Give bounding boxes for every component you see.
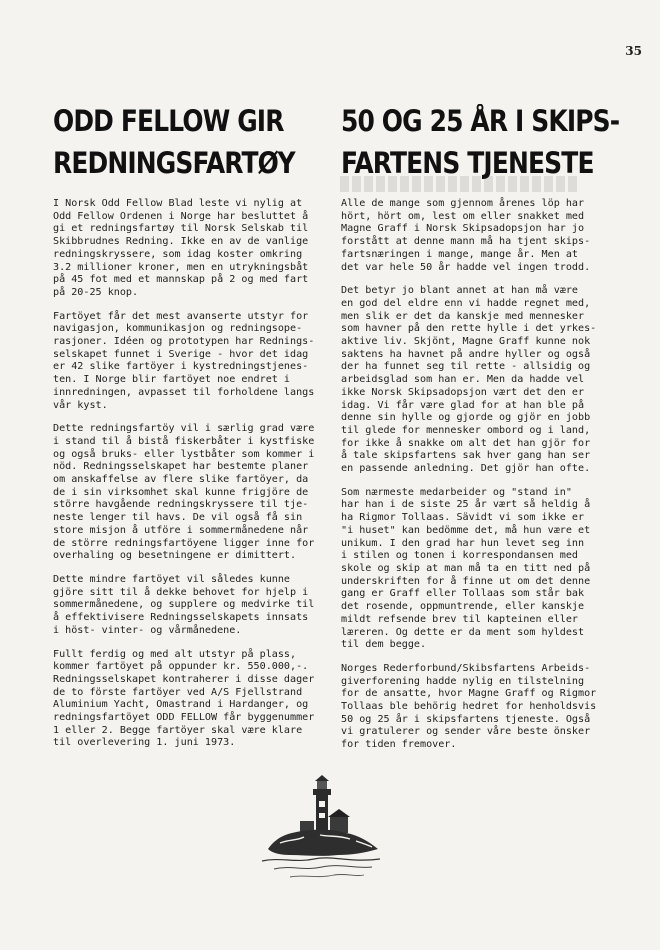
left-headline-line-2: REDNINGSFARTØY — [53, 146, 295, 180]
left-headline-line-1: ODD FELLOW GIR — [53, 104, 284, 138]
right-paragraph: Det betyr jo blant annet at han må være en god del eldre enn vi hadde regnet med, men slik er det da kanskje med mennesker som havner på den rette hylle i det yrkes- aktive liv. Skjönt, Magne Graff kunne nok saktens ha havnet på andre hyller og også der ha funnet seg til rette - allsidig og arbeidsglad som han er. Men da hadde vel ikke Norsk Skipsadopsjon vært det den er idag. Vi får være glad for at han ble på denne sin hylle og gjorde og gjör en jobb til glede for mennesker ombord og i land, for ikke å snakke om alt det han gjör for å tale skipsfartens sak hver gang han ser en passende anledning. Det gjör han ofte. — [341, 285, 597, 475]
left-article — [53, 100, 335, 761]
right-headline-line-2: FARTENS TJENESTE — [341, 146, 594, 180]
left-paragraph: Dette mindre fartöyet vil således kunne gjöre sitt til å dekke behovet for hjelp i sommermånedene, og supplere og medvirke til å effektivisere Redningsselskapets innsats i höst- vinter- og vårmånedene. — [53, 573, 315, 636]
right-article — [341, 100, 623, 763]
lighthouse-island-icon — [260, 775, 385, 890]
page-number: 35 — [625, 44, 642, 58]
left-paragraph: I Norsk Odd Fellow Blad leste vi nylig at Odd Fellow Ordenen i Norge har besluttet å gi et redningsfartøy til Norsk Selskab til Skibbrudnes Redning. Ikke en av de vanlige redningskryssere, som idag koster omkring 3.2 millioner kroner, men en utrykningsbåt på 45 fot med et mannskap på 2 og med fart på 20-25 knop. — [53, 198, 309, 298]
right-paragraph: Norges Rederforbund/Skibsfartens Arbeids- giverforening hadde nylig en tilstelning for de ansatte, hvor Magne Graff og Rigmor Tollaas ble behörig hedret for henholdsvis 50 og 25 år i skipsfartens tjeneste. Også vi gratulerer og sender våre beste önsker for tiden fremover. — [341, 662, 597, 751]
left-paragraph: Fullt ferdig og med alt utstyr på plass, kommer fartöyet på oppunder kr. 550.000,-. Redningsselskapet kontraherer i disse dager de to förste fartöyer ved A/S Fjellstrand Aluminium Yacht, Omastrand i Hardanger, og redningsfartöyet ODD FELLOW får byggenummer 1 eller 2. Begge fartöyer skal være klare til overlevering 1. juni 1973. — [53, 648, 315, 749]
right-paragraph: Som nærmeste medarbeider og "stand in" har han i de siste 25 år vært så heldig å ha Rigmor Tollaas. Sävidt vi som ikke er "i huset" kan bedömme det, må hun være et unikum. I den grad har hun levet seg inn i stilen og tonen i korrespondansen med skole og skip at man må ta en titt ned på underskriften for å finne ut om det denne gang er Graff eller Tollaas som står bak det rosende, oppmuntrende, eller kanskje mildt refsende brev til kapteinen eller læreren. Og dette er da ment som hyldest til dem begge. — [341, 486, 591, 651]
right-headline-line-1: 50 OG 25 ÅR I SKIPS- — [341, 104, 620, 138]
right-paragraph: Alle de mange som gjennom årenes löp har hört, hört om, lest om eller snakket med Magne Graff i Norsk Skipsadopsjon har jo forstått at denne mann må ha tjent skips- fartsnæringen i mange, mange år. Men at det var hele 50 år hadde vel ingen trodd. — [341, 198, 591, 273]
left-paragraph: Fartöyet får det mest avanserte utstyr for navigasjon, kommunikasjon og redningsope- rasjoner. Idéen og prototypen har Rednings- selskapet funnet i Sverige - hvor det idag er 42 slike fartöyer i kystredningstjenes- ten. I Norge blir fartöyet noe endret i innredningen, avpasset til forholdene langs vår kyst. — [53, 310, 315, 411]
left-paragraph: Dette redningsfartöy vil i særlig grad være i stand til å bistå fiskerbåter i kystfiske og også bruks- eller lystbåter som kommer i nöd. Redningsselskapet har bestemte planer om anskaffelse av flere slike fartöyer, da de i sin virksomhet skal kunne frigjöre de större havgående redningskryssere til tje- neste lenger til havs. De vil også få sin store misjon å utföre i sommermånedene når de större redningsfartöyene ligger inne for overhaling og besetningene er dimittert. — [53, 423, 315, 562]
